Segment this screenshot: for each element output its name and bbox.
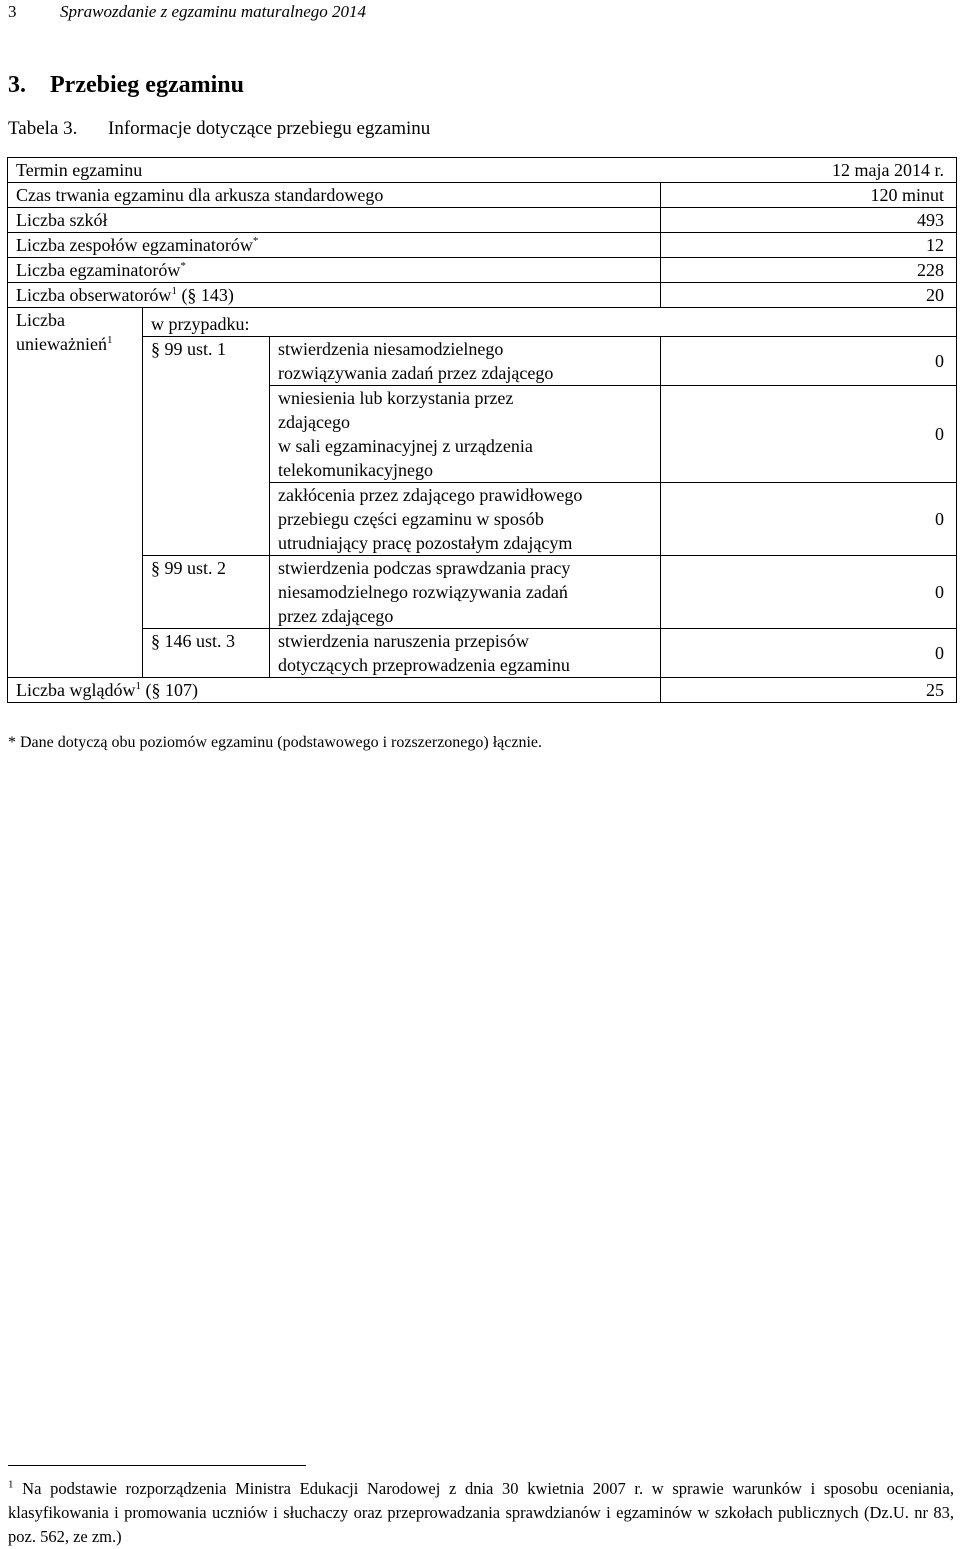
table-row bbox=[8, 158, 957, 183]
w-przypadku-label: w przypadku: bbox=[143, 308, 957, 337]
reason-text: stwierdzenia podczas sprawdzania pracy niesamodzielnego rozwiązywania zadań przez zdającego bbox=[270, 556, 661, 629]
obserwatorow-label: Liczba obserwatorów$^1$ (§ 143) bbox=[8, 283, 661, 308]
reason-value: 0 bbox=[661, 629, 957, 678]
table-row bbox=[8, 556, 957, 629]
reason-value: 0 bbox=[661, 386, 957, 483]
table-row bbox=[8, 183, 957, 208]
table-row bbox=[8, 337, 957, 386]
termin-label: Termin egzaminu bbox=[8, 158, 661, 183]
szkol-label: Liczba szkół bbox=[8, 208, 661, 233]
wgladow-value: 25 bbox=[661, 678, 957, 703]
czas-label: Czas trwania egzaminu dla arkusza standardowego bbox=[8, 183, 661, 208]
asterisk-mark: * bbox=[180, 260, 186, 272]
table-row bbox=[8, 258, 957, 283]
footnote bbox=[8, 1477, 954, 1549]
uniewaznien-label: Liczba unieważnień$^1$ bbox=[8, 308, 143, 678]
section-ref bbox=[143, 386, 270, 483]
table-row bbox=[8, 233, 957, 258]
section-ref: § 146 ust. 3 bbox=[143, 629, 270, 678]
wgladow-label: Liczba wglądów$^1$ (§ 107) bbox=[8, 678, 661, 703]
table-caption bbox=[8, 118, 430, 140]
reason-text: wniesienia lub korzystania przez zdającego w sali egzaminacyjnej z urządzenia telekomunikacyjnego bbox=[270, 386, 661, 483]
table-note: * Dane dotyczą obu poziomów egzaminu (podstawowego i rozszerzonego) łącznie. bbox=[8, 734, 543, 751]
section-ref: § 99 ust. 1 bbox=[143, 337, 270, 386]
table-row bbox=[8, 208, 957, 233]
report-title: Sprawozdanie z egzaminu maturalnego 2014 bbox=[60, 2, 366, 21]
reason-value: 0 bbox=[661, 337, 957, 386]
table-row bbox=[8, 678, 957, 703]
reason-text: zakłócenia przez zdającego prawidłowego przebiegu części egzaminu w sposób utrudniający pracę pozostałym zdającym bbox=[270, 483, 661, 556]
footnote-text: Na podstawie rozporządzenia Ministra Edukacji Narodowej z dnia 30 kwietnia 2007 r. w sprawie warunków i sposobu oceniania, klasyfikowania i promowania uczniów i słuchaczy oraz przeprowadzania sprawdzianów i egzaminów w szkołach publicznych (Dz.U. nr 83, poz. 562, ze zm.) bbox=[8, 1479, 954, 1546]
footnote-mark: 1 bbox=[8, 1478, 14, 1491]
page-number: 3 bbox=[8, 2, 17, 21]
table-caption-text: Informacje dotyczące przebiegu egzaminu bbox=[108, 118, 431, 139]
exam-info-table bbox=[7, 157, 957, 703]
reason-text: stwierdzenia naruszenia przepisów dotyczących przeprowadzenia egzaminu bbox=[270, 629, 661, 678]
section-ref bbox=[143, 483, 270, 556]
table-row bbox=[8, 629, 957, 678]
asterisk-mark: * bbox=[252, 235, 259, 247]
footnote-divider bbox=[8, 1465, 306, 1466]
table-row bbox=[8, 308, 957, 337]
zespolow-value: 12 bbox=[661, 233, 957, 258]
reason-value: 0 bbox=[661, 556, 957, 629]
reason-text: stwierdzenia niesamodzielnego rozwiązywania zadań przez zdającego bbox=[270, 337, 661, 386]
table-row bbox=[8, 386, 957, 483]
szkol-value: 493 bbox=[661, 208, 957, 233]
table-row bbox=[8, 483, 957, 556]
table-caption-label: Tabela 3. bbox=[8, 118, 78, 139]
page-header bbox=[8, 2, 366, 22]
section-heading bbox=[8, 72, 244, 99]
obserwatorow-value: 20 bbox=[661, 283, 957, 308]
termin-value: 12 maja 2014 r. bbox=[661, 158, 957, 183]
section-number: 3. bbox=[8, 72, 26, 98]
table-row bbox=[8, 283, 957, 308]
section-title: Przebieg egzaminu bbox=[50, 72, 244, 98]
zespolow-label: Liczba zespołów egzaminatorów* bbox=[8, 233, 661, 258]
section-ref: § 99 ust. 2 bbox=[143, 556, 270, 629]
reason-value: 0 bbox=[661, 483, 957, 556]
egzaminatorow-value: 228 bbox=[661, 258, 957, 283]
czas-value: 120 minut bbox=[661, 183, 957, 208]
egzaminatorow-label: Liczba egzaminatorów* bbox=[8, 258, 661, 283]
